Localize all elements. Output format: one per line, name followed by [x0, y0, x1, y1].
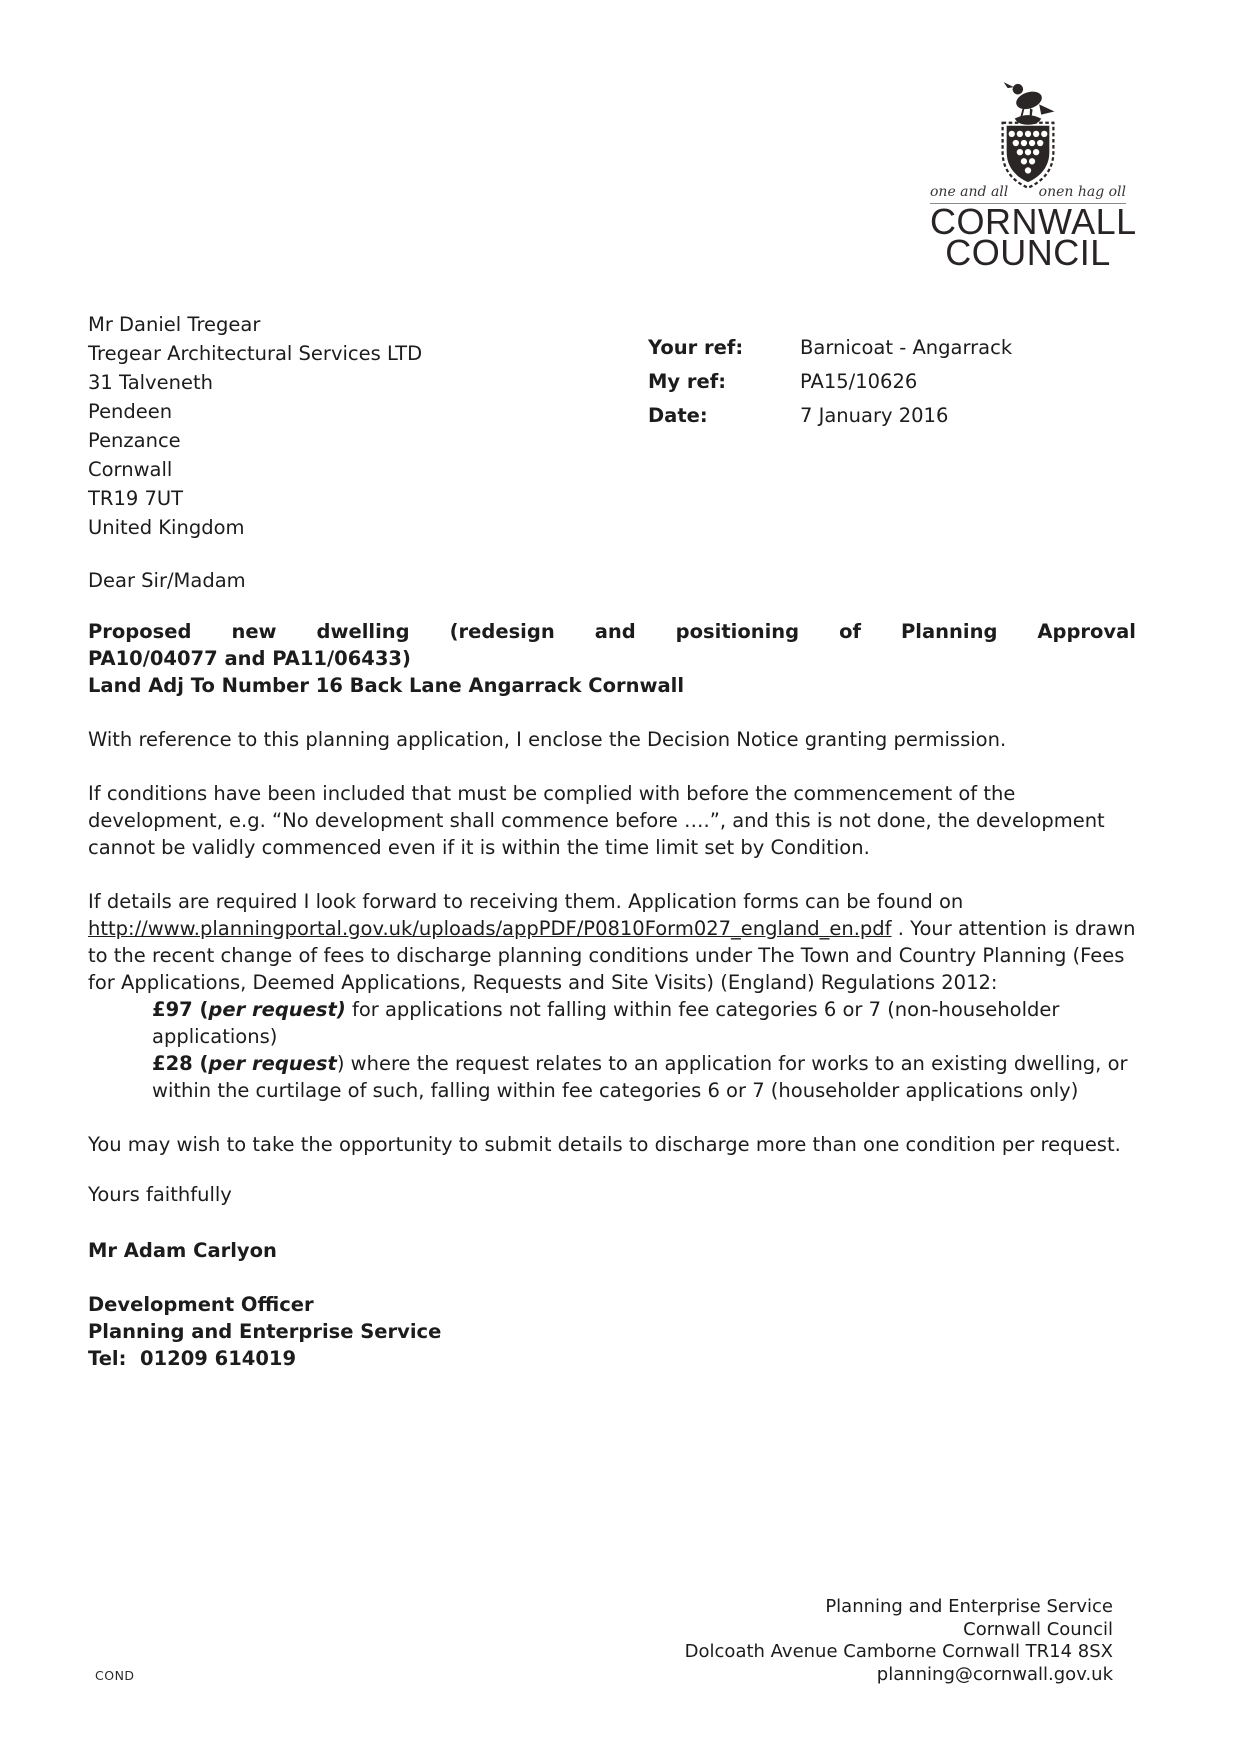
paragraph-4: You may wish to take the opportunity to submit details to discharge more than one condition per request.	[88, 1133, 1121, 1156]
footer-address	[685, 1596, 1113, 1686]
subject-line3: Land Adj To Number 16 Back Lane Angarrack Cornwall	[88, 674, 685, 697]
signatory-service: Planning and Enterprise Service	[88, 1320, 442, 1343]
recipient-line: Pendeen	[88, 400, 173, 423]
recipient-line: United Kingdom	[88, 516, 245, 539]
paragraph-3-text: If details are required I look forward to receiving them. Application forms can be found on	[88, 890, 964, 913]
fee-item-28	[152, 1050, 1136, 1104]
date-value: 7 January 2016	[800, 404, 949, 427]
fee-description: for applications not falling within fee categories 6 or 7 (non-householder applications)	[152, 998, 1060, 1048]
council-crest	[930, 78, 1126, 206]
paragraph-2: If conditions have been included that must be complied with before the commencement of the development, e.g. “No development shall commence before ….”, and this is not done, the development cannot be validly commenced even if it is within the time limit set by Condition.	[88, 782, 1105, 859]
letter-body	[88, 310, 1136, 1372]
fee-per-request: per request)	[208, 998, 346, 1021]
subject-line2: PA10/04077 and PA11/06433)	[88, 647, 411, 670]
recipient-line: Mr Daniel Tregear	[88, 313, 261, 336]
motto-right: onen hag oll	[1038, 184, 1126, 200]
recipient-line: Cornwall	[88, 458, 173, 481]
fee-list	[88, 996, 1136, 1104]
application-form-link[interactable]: http://www.planningportal.gov.uk/uploads/appPDF/P0810Form027_england_en.pdf	[88, 917, 892, 940]
recipient-line: 31 Talveneth	[88, 371, 213, 394]
your-ref-value: Barnicoat - Angarrack	[800, 336, 1013, 359]
recipient-line: Tregear Architectural Services LTD	[88, 342, 423, 365]
signatory-role-block	[88, 1291, 1136, 1372]
my-ref-value: PA15/10626	[800, 370, 918, 393]
my-ref-label: My ref:	[648, 370, 727, 393]
signatory-telephone: Tel: 01209 614019	[88, 1347, 297, 1370]
paragraph-3	[88, 888, 1136, 996]
fee-item-97	[152, 996, 1136, 1050]
council-name-line1: CORNWALL	[930, 201, 1137, 242]
fee-amount: £28 (	[152, 1052, 209, 1075]
fee-amount: £97 (	[152, 998, 209, 1021]
salutation: Dear Sir/Madam	[88, 569, 246, 592]
signatory-role: Development Officer	[88, 1293, 314, 1316]
your-ref-label: Your ref:	[648, 336, 744, 359]
footer-line: Dolcoath Avenue Camborne Cornwall TR14 8SX	[684, 1641, 1113, 1662]
signatory-name: Mr Adam Carlyon	[88, 1239, 277, 1262]
recipient-address	[88, 310, 1136, 542]
subject-heading	[88, 618, 1136, 699]
document-code: COND	[95, 1668, 135, 1683]
motto-left: one and all	[930, 184, 1009, 200]
subject-line1: Proposed new dwelling (redesign and positioning of Planning Approval	[88, 620, 1136, 643]
paragraph-3-text: . Your attention is drawn to the recent change of fees to discharge planning conditions under The Town and Country Planning (Fees for Applications, Deemed Applications, Requests and Site Visits) (England) Regulations 2012:	[88, 917, 1136, 994]
fee-per-request: per request	[208, 1052, 337, 1075]
footer-email: planning@cornwall.gov.uk	[876, 1663, 1113, 1685]
fee-description: where the request relates to an application for works to an existing dwelling, or within the curtilage of such, falling within fee categories 6 or 7 (householder applications only)	[152, 1052, 1128, 1102]
council-name-line2: COUNCIL	[945, 232, 1111, 273]
recipient-line: TR19 7UT	[88, 487, 184, 510]
footer-line: Cornwall Council	[963, 1618, 1113, 1640]
footer-line: Planning and Enterprise Service	[825, 1596, 1113, 1617]
date-label: Date:	[648, 404, 708, 427]
recipient-line: Penzance	[88, 429, 181, 452]
valediction: Yours faithfully	[88, 1183, 232, 1206]
council-logo	[930, 78, 1137, 273]
paragraph-1: With reference to this planning application, I enclose the Decision Notice granting permission.	[88, 728, 1007, 751]
council-crest-icon	[967, 78, 1089, 206]
fee-paren: )	[336, 1052, 345, 1075]
